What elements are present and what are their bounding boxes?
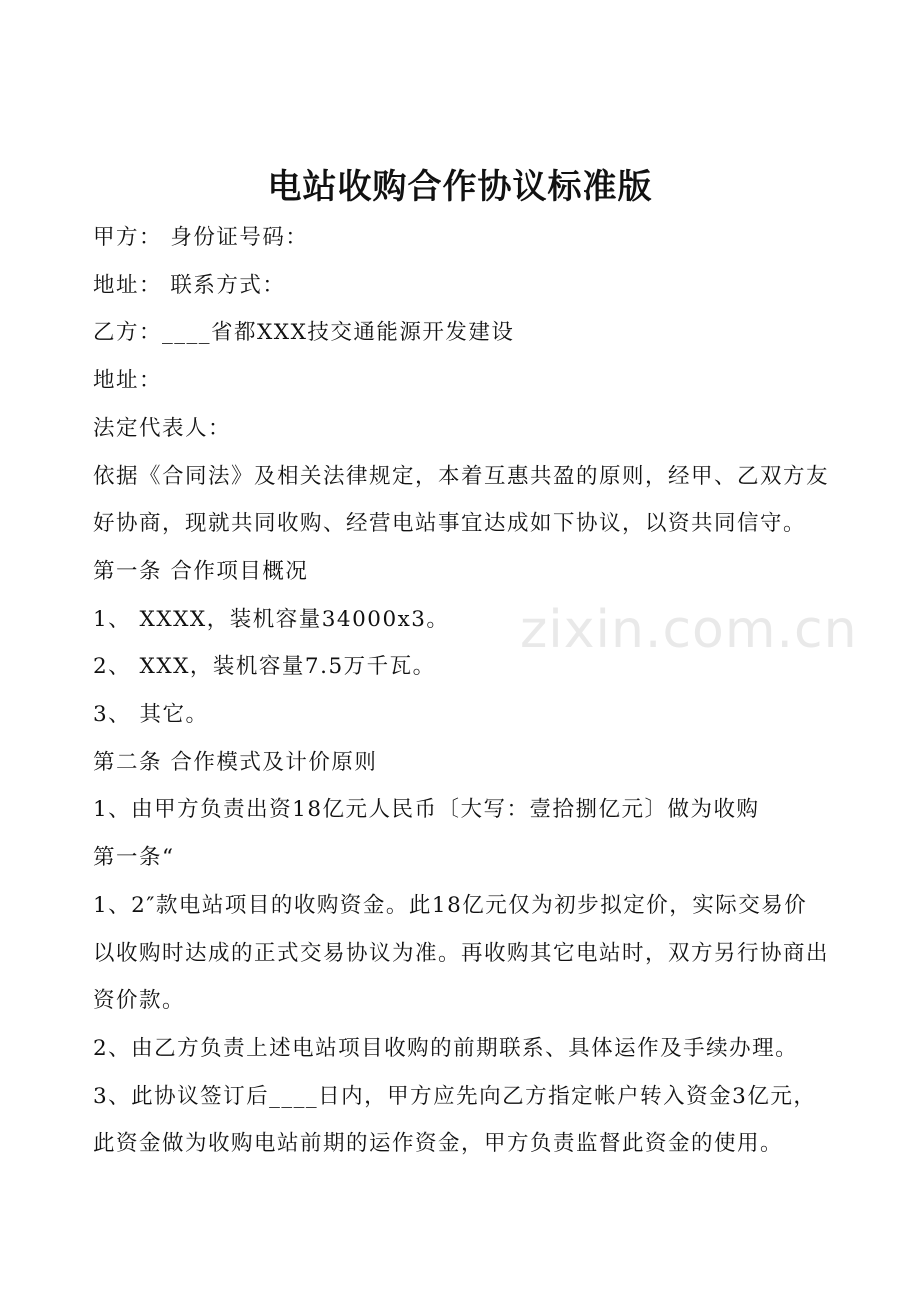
party-b-line: 乙方：____省都XXX技交通能源开发建设 <box>93 320 515 346</box>
legal-representative-line: 法定代表人： <box>93 415 232 441</box>
article-heading: 第一条 合作项目概况 <box>93 558 309 584</box>
party-a-line: 甲方： 身份证号码： <box>93 225 309 250</box>
party-b-address-line: 地址： <box>93 368 163 394</box>
clause-line: 2、由乙方负责上述电站项目收购的前期联系、具体运作及手续办理。 <box>93 1035 799 1061</box>
document-title: 电站收购合作协议标准版 <box>267 167 653 207</box>
clause-line: 3、 其它。 <box>93 702 209 728</box>
clause-line: 1、2″款电站项目的收购资金。此18亿元仅为初步拟定价，实际交易价 <box>93 892 808 918</box>
party-a-address-line: 地址： 联系方式： <box>93 272 286 298</box>
document-body <box>93 214 833 1168</box>
clause-line: 资价款。 <box>93 988 186 1014</box>
article-heading: 第二条 合作模式及计价原则 <box>93 749 378 775</box>
clause-line: 第一条“ <box>93 845 175 871</box>
clause-line: 1、 XXXX，装机容量34000x3。 <box>93 606 450 632</box>
clause-line: 1、由甲方负责出资18亿元人民币〔大写：壹拾捌亿元〕做为收购 <box>93 797 760 823</box>
clause-line: 以收购时达成的正式交易协议为准。再收购其它电站时，双方另行协商出 <box>93 940 830 966</box>
preamble-line: 好协商，现就共同收购、经营电站事宜达成如下协议，以资共同信守。 <box>93 511 807 537</box>
clause-line: 此资金做为收购电站前期的运作资金，甲方负责监督此资金的使用。 <box>93 1131 784 1157</box>
watermark: zixin.com.cn <box>520 600 858 660</box>
preamble-line: 依据《合同法》及相关法律规定，本着互惠共盈的原则，经甲、乙双方友 <box>93 463 830 489</box>
clause-line: 3、此协议签订后____日内，甲方应先向乙方指定帐户转入资金3亿元， <box>93 1083 817 1109</box>
clause-line: 2、 XXX，装机容量7.5万千瓦。 <box>93 654 436 680</box>
